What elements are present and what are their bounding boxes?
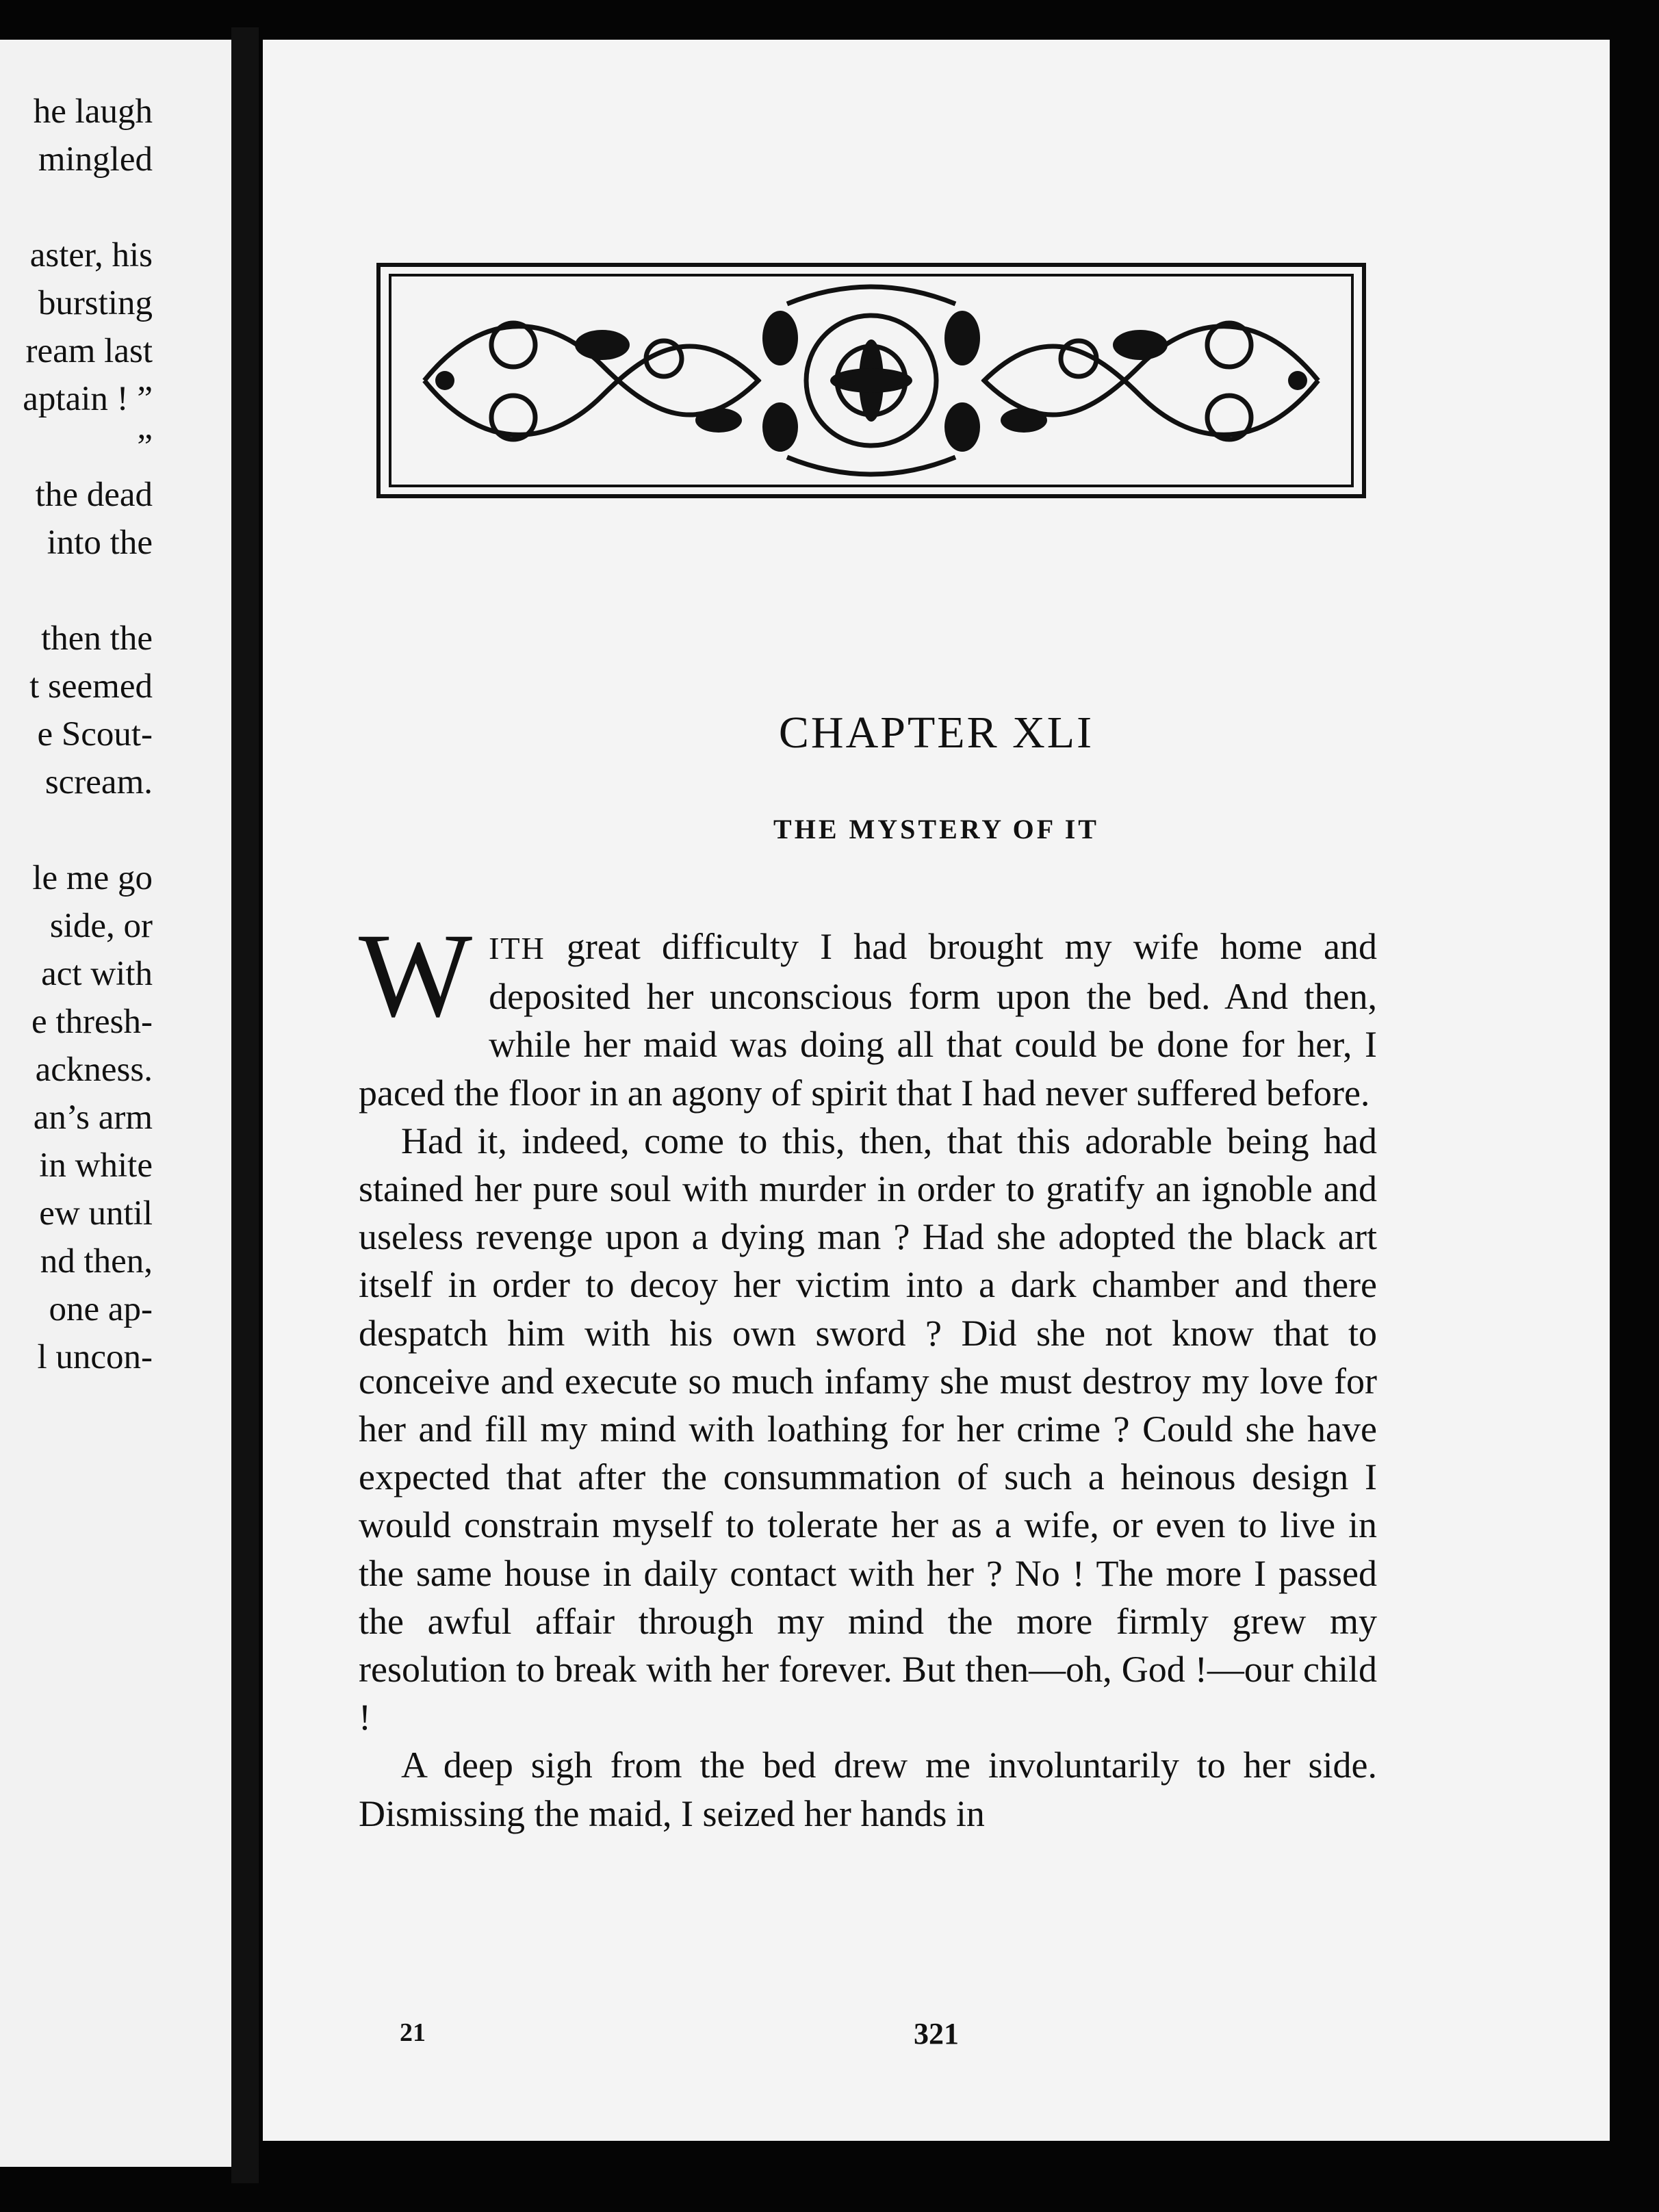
left-page-line: e Scout- xyxy=(37,715,153,754)
signature-mark: 21 xyxy=(400,2018,426,2047)
paragraph-1-text: great difficulty I had brought my wife home and deposited her unconscious form upon the bed. And then, while her maid was doing all that could be done for her, I paced the floor in an agony of spirit that I had never suffered before. xyxy=(359,926,1377,1114)
chapter-subtitle: THE MYSTERY OF IT xyxy=(773,814,1099,845)
drop-cap-continuation: ITH xyxy=(489,931,545,966)
left-page-line: aptain ! ” xyxy=(23,380,153,418)
left-page-line: ream last xyxy=(25,332,153,370)
page-number: 321 xyxy=(914,2017,959,2050)
left-page-line: then the xyxy=(41,619,153,658)
left-page-line: l uncon- xyxy=(37,1338,153,1376)
left-page-fragment xyxy=(0,40,231,2167)
left-page-line: aster, his xyxy=(29,236,153,274)
left-page-line: he laugh xyxy=(33,92,153,131)
left-page-line: the dead xyxy=(35,476,153,514)
left-page-line: e thresh- xyxy=(31,1003,153,1041)
chapter-body xyxy=(359,909,1377,1838)
paragraph-1 xyxy=(359,909,1377,1117)
left-page-line: in white xyxy=(39,1146,153,1185)
left-page-line: into the xyxy=(47,524,153,562)
left-page-line: an’s arm xyxy=(33,1098,153,1137)
paragraph-3: A deep sigh from the bed drew me involuntarily to her side. Dismissing the maid, I seized her hands in xyxy=(359,1745,1377,1834)
drop-cap: W xyxy=(359,909,473,1042)
left-page-line xyxy=(0,40,153,88)
left-page-line: one ap- xyxy=(49,1290,153,1328)
left-page-line: scream. xyxy=(44,763,153,801)
left-page-line: t seemed xyxy=(29,667,153,706)
left-page-line: ackness. xyxy=(35,1051,153,1089)
left-page-line: nd then, xyxy=(40,1242,153,1281)
left-page-line: ” xyxy=(137,428,153,466)
left-page-line: side, or xyxy=(49,907,153,945)
left-page-text xyxy=(0,40,153,1381)
paragraph-2: Had it, indeed, come to this, then, that this adorable being had stained her pure soul with murder in order to gratify an ignoble and useless revenge upon a dying man ? Had she adopted the black art itself in order to decoy her victim into a dark chamber and there despatch him with his own sword ? Did she not know that to conceive and execute so much infamy she must destroy my love for her and fill my mind with loathing for her crime ? Could she have expected that after the consummation of such a heinous design I would constrain myself to tolerate her as a wife, or even to live in the same house in daily contact with her ? No ! The more I passed the awful affair through my mind the more firmly grew my resolution to break with her forever. But then—oh, God !—our child ! xyxy=(359,1120,1377,1738)
chapter-title: CHAPTER XLI xyxy=(778,708,1094,758)
left-page-line: mingled xyxy=(38,140,153,179)
book-gutter xyxy=(231,27,259,2183)
left-page-line xyxy=(0,806,153,854)
left-page-line: ew until xyxy=(39,1194,153,1233)
ornamental-headpiece xyxy=(376,263,1366,498)
left-page-line xyxy=(0,567,153,615)
right-page xyxy=(263,40,1610,2141)
left-page-line xyxy=(0,183,153,231)
left-page-line: bursting xyxy=(38,284,153,322)
left-page-line: act with xyxy=(41,955,153,993)
left-page-line: le me go xyxy=(32,859,153,897)
